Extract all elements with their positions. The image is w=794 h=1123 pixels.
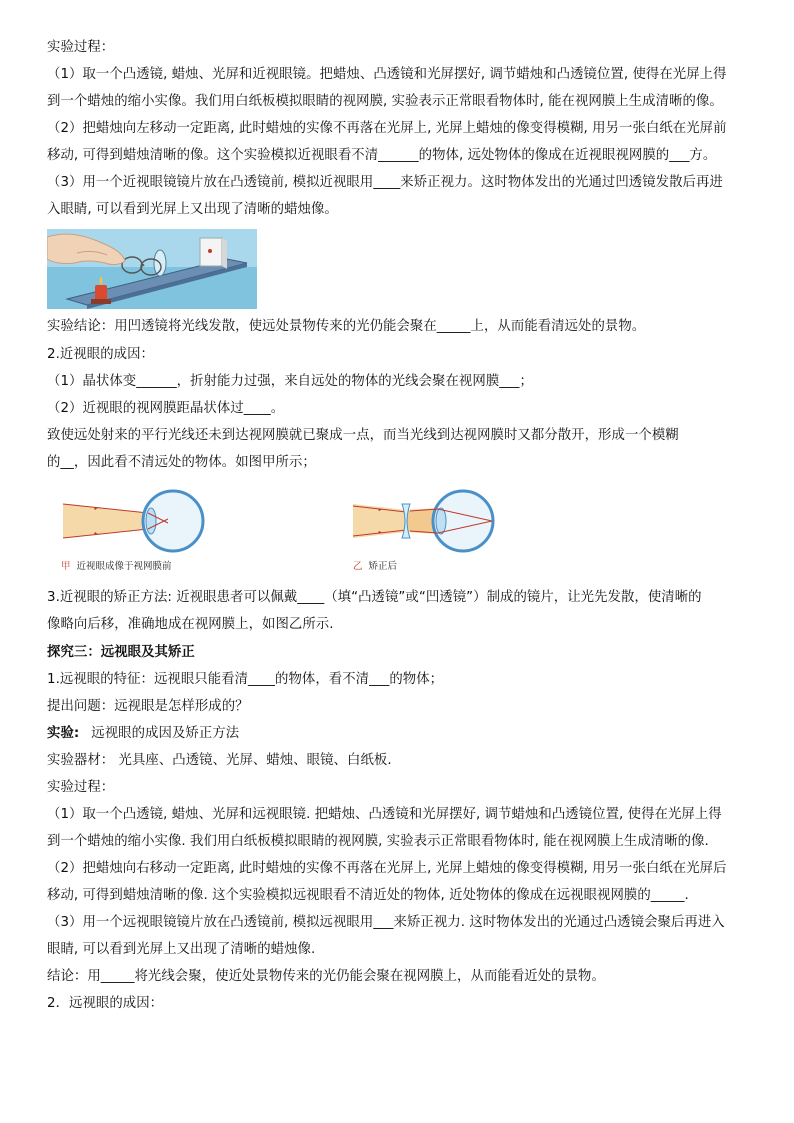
lens-experiment-photo xyxy=(47,229,257,309)
hyperopia-question: 提出问题：远视眼是怎样形成的？ xyxy=(47,699,249,714)
experiment-text: 远视眼的成因及矫正方法 xyxy=(91,726,240,741)
myopia-eye-diagram xyxy=(58,486,218,556)
explore3-heading: 探究三：远视眼及其矫正 xyxy=(47,645,195,660)
myopia-cause-para-line1: 致使远处射来的平行光线还未到达视网膜就已聚成一点，而当光线到达视网膜时又都分散开，形成一个模糊 xyxy=(47,428,679,443)
step1-line2: 到一个蜡烛的缩小实像。我们用白纸板模拟眼睛的视网膜, 实验表示正常眼看物体时, 能在视网膜上生成清晰的像。 xyxy=(47,94,723,109)
hyperopia-experiment xyxy=(47,725,754,743)
figure-yi-text: 矫正后 xyxy=(368,561,398,572)
process-heading: 实验过程： xyxy=(47,40,115,55)
hyperopia-equipment: 实验器材： 光具座、凸透镜、光屏、蜡烛、眼镜、白纸板. xyxy=(47,753,392,768)
hyperopia-step1-line1: （1）取一个凸透镜, 蜡烛、光屏和远视眼镜. 把蜡烛、凸透镜和光屏摆好, 调节蜡烛和凸透镜位置, 使得在光屏上得 xyxy=(47,807,722,822)
hyperopia-conclusion: 结论：用_____将光线会聚，使近处景物传来的光仍能会聚在视网膜上，从而能看近处的景物。 xyxy=(47,969,605,984)
myopia-cause-item2: （2）近视眼的视网膜距晶状体过____。 xyxy=(47,401,285,416)
step3-line1: （3）用一个近视眼镜镜片放在凸透镜前, 模拟近视眼用____来矫正视力。这时物体发出的光通过凹透镜发散后再进 xyxy=(47,175,723,190)
figure-yi-caption xyxy=(353,558,397,572)
step2-line2: 移动, 可得到蜡烛清晰的像。这个实验模拟近视眼看不清______的物体, 远处物体的像成在近视眼视网膜的___方。 xyxy=(47,148,717,163)
myopia-correction-line1: 3.近视眼的矫正方法: 近视眼患者可以佩戴____（填“凸透镜”或“凹透镜”）制成的镜片，让光先发散，使清晰的 xyxy=(47,590,702,605)
hyperopia-step1-line2: 到一个蜡烛的缩小实像. 我们用白纸板模拟眼睛的视网膜, 实验表示正常眼看物体时, 能在视网膜上生成清晰的像. xyxy=(47,834,709,849)
myopia-correction-line2: 像略向后移，准确地成在视网膜上，如图乙所示. xyxy=(47,617,334,632)
hyperopia-step2-line1: （2）把蜡烛向右移动一定距离, 此时蜡烛的实像不再落在光屏上, 光屏上蜡烛的像变得模糊, 用另一张白纸在光屏后 xyxy=(47,861,727,876)
hyperopia-step3-line1: （3）用一个远视眼镜镜片放在凸透镜前, 模拟远视眼用___来矫正视力. 这时物体发出的光通过凸透镜会聚后再进入 xyxy=(47,915,725,930)
step2-line1: （2）把蜡烛向左移动一定距离, 此时蜡烛的实像不再落在光屏上, 光屏上蜡烛的像变得模糊, 用另一张白纸在光屏前 xyxy=(47,121,727,136)
myopia-cause-heading: 2.近视眼的成因： xyxy=(47,347,154,362)
myopia-cause-para-line2: 的__，因此看不清远处的物体。如图甲所示； xyxy=(47,455,316,470)
figure-jia-mark: 甲 xyxy=(61,561,71,572)
step3-line2: 入眼睛, 可以看到光屏上又出现了清晰的蜡烛像。 xyxy=(47,202,338,217)
hyperopia-step3-line2: 眼睛, 可以看到光屏上又出现了清晰的蜡烛像. xyxy=(47,942,316,957)
figure-jia-text: 近视眼成像于视网膜前 xyxy=(76,561,172,572)
hyperopia-cause-heading: 2．远视眼的成因： xyxy=(47,996,164,1011)
experiment-label: 实验: xyxy=(47,726,80,741)
step1-line1: （1）取一个凸透镜, 蜡烛、光屏和近视眼镜。把蜡烛、凸透镜和光屏摆好, 调节蜡烛和凸透镜位置, 使得在光屏上得 xyxy=(47,67,727,82)
hyperopia-feature: 1.远视眼的特征：远视眼只能看清____的物体，看不清___的物体； xyxy=(47,672,444,687)
figure-yi-mark: 乙 xyxy=(353,561,363,572)
hyperopia-step2-line2: 移动, 可得到蜡烛清晰的像. 这个实验模拟远视眼看不清近处的物体, 近处物体的像成在远视眼视网膜的_____. xyxy=(47,888,689,903)
myopia-conclusion: 实验结论：用凹透镜将光线发散，使远处景物传来的光仍能会聚在_____上，从而能看清远处的景物。 xyxy=(47,319,646,334)
hyperopia-process-heading: 实验过程： xyxy=(47,780,115,795)
corrected-eye-diagram xyxy=(348,486,508,556)
figure-jia-caption xyxy=(61,558,172,572)
myopia-cause-item1: （1）晶状体变______，折射能力过强，来自远处的物体的光线会聚在视网膜___； xyxy=(47,374,533,389)
